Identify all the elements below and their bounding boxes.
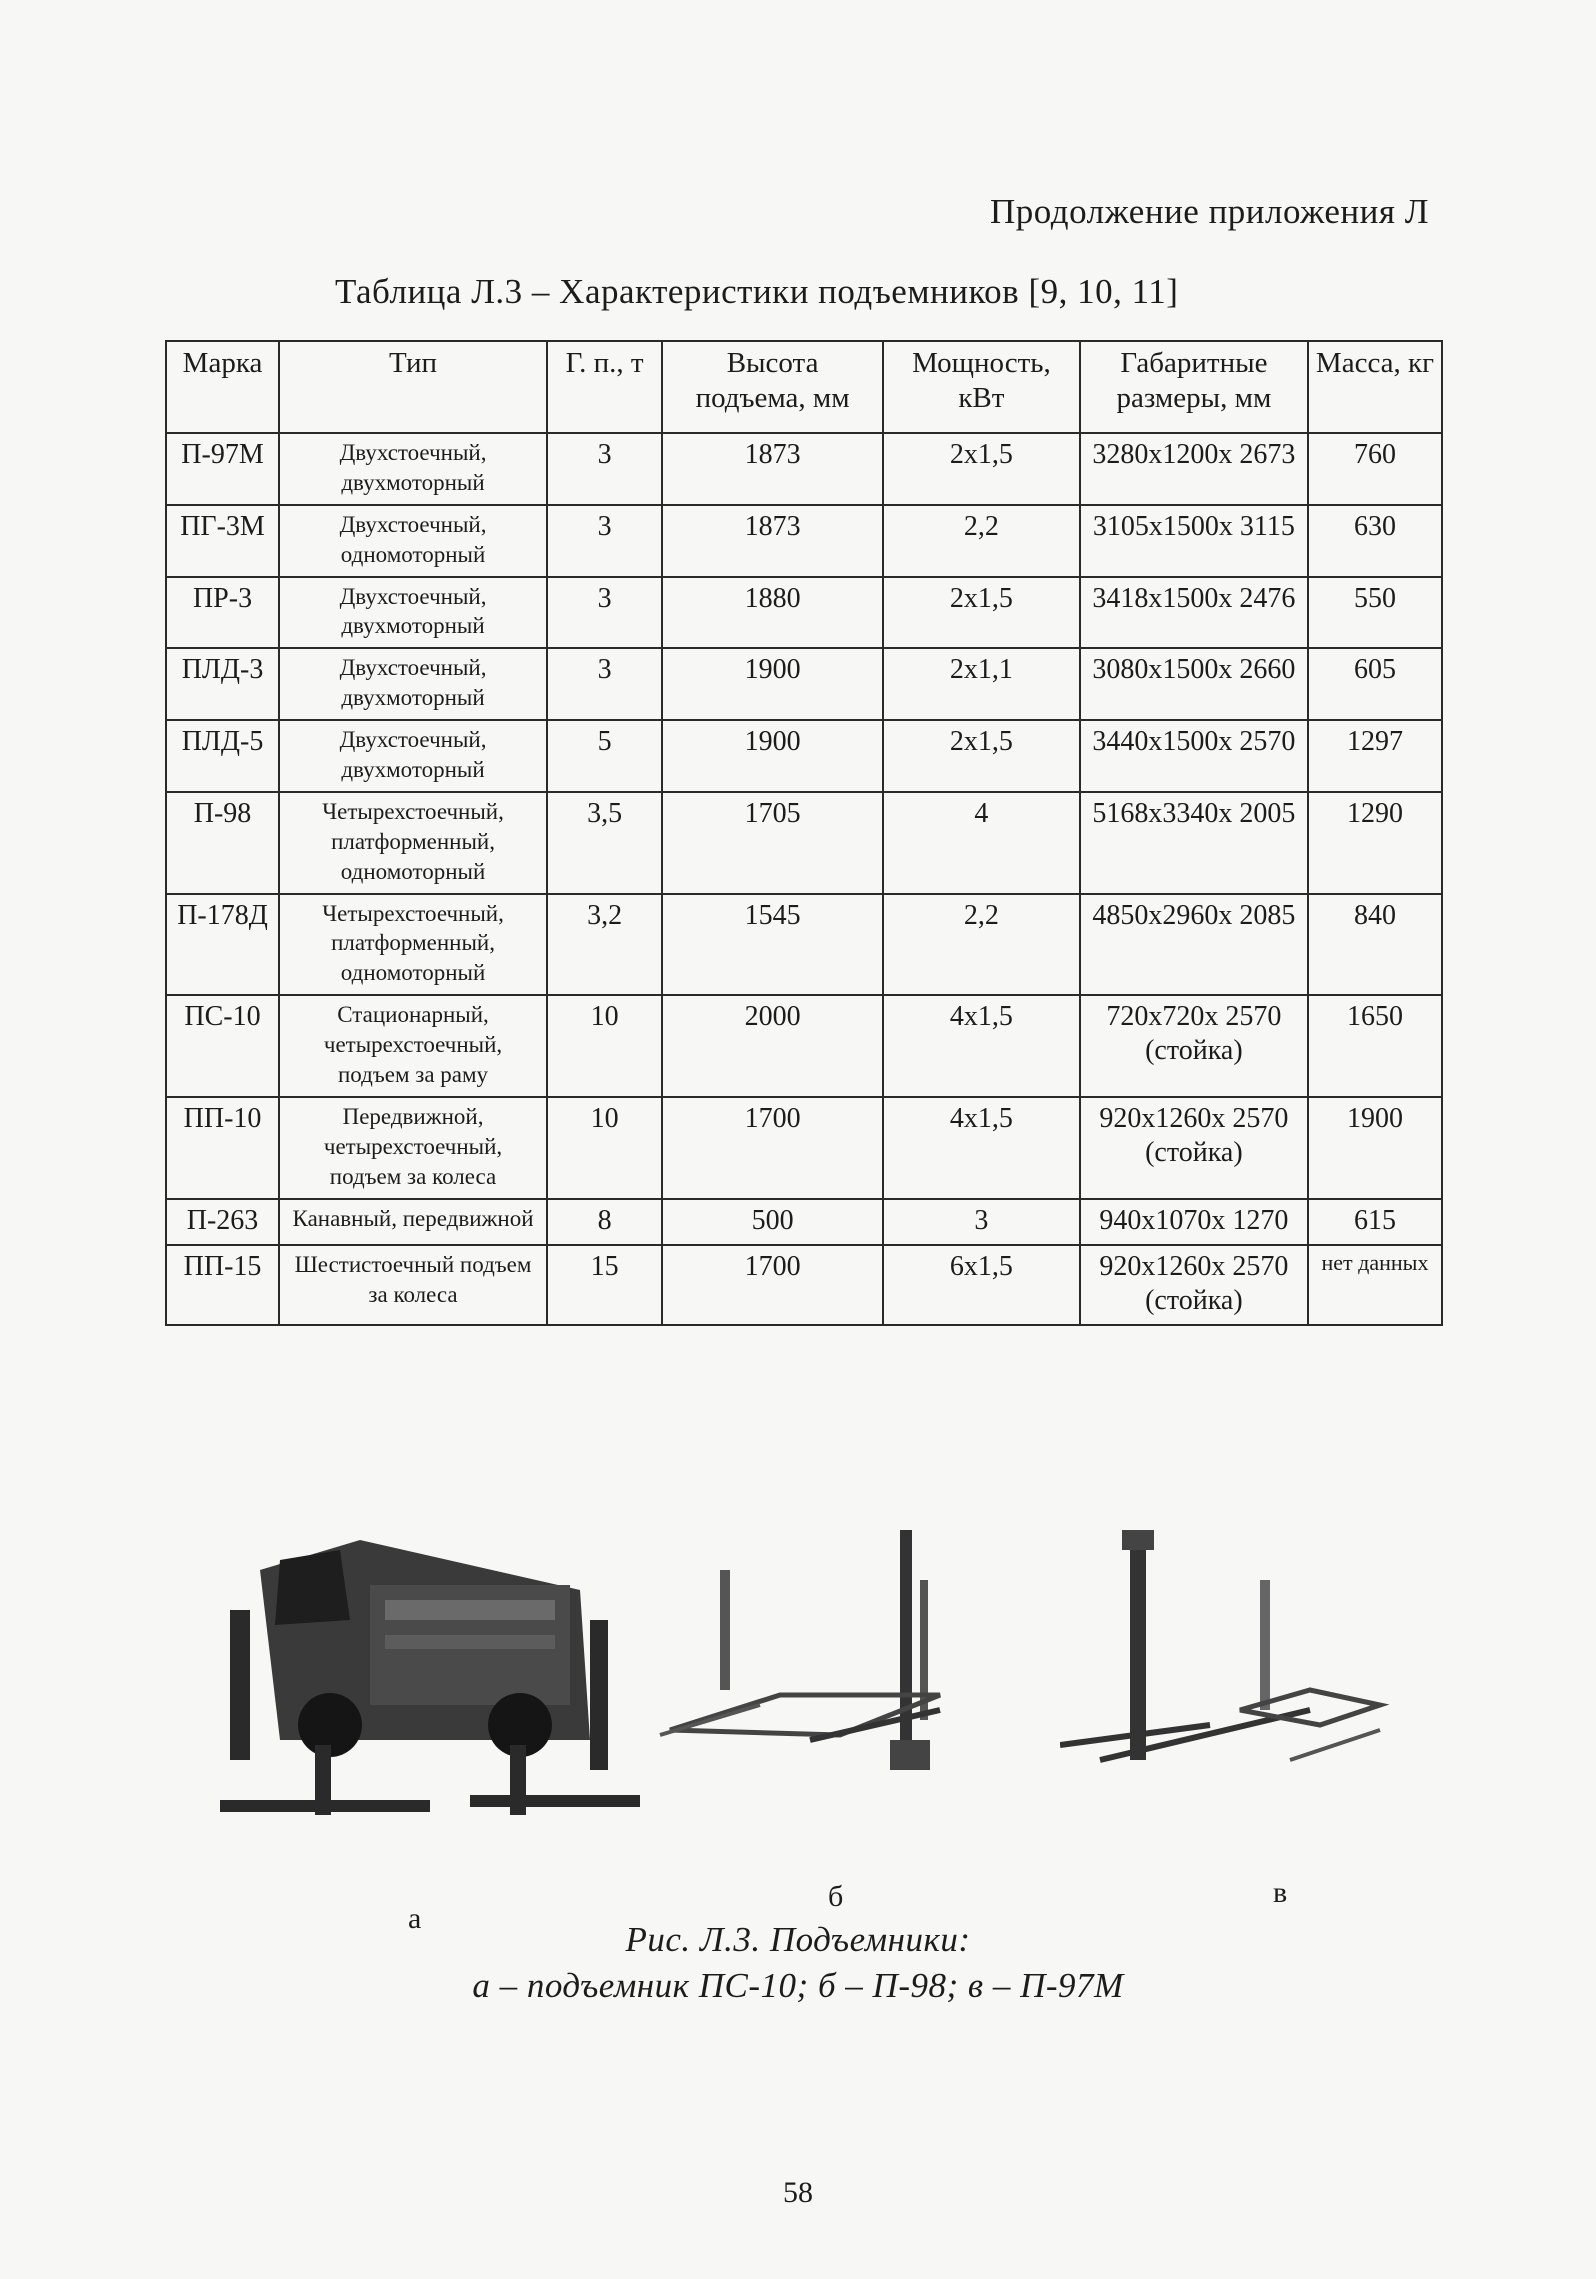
table-row — [166, 792, 1442, 894]
table-cell: 10 — [547, 1097, 662, 1199]
table-row — [166, 995, 1442, 1097]
table-cell: 940x1070x 1270 — [1080, 1199, 1308, 1245]
column-header: Габаритные размеры, мм — [1080, 341, 1308, 433]
table-cell: 5168x3340x 2005 — [1080, 792, 1308, 894]
table-row — [166, 433, 1442, 505]
platform-lift-illustration — [640, 1530, 1020, 1830]
figure-label-a: а — [408, 1902, 422, 1935]
table-cell: 1873 — [662, 505, 883, 577]
table-cell: Двухстоечный, одномоторный — [279, 505, 547, 577]
table-cell: 1290 — [1308, 792, 1442, 894]
figure-caption-legend: а – подъемник ПС-10; б – П-98; в – П-97М — [472, 1966, 1124, 2005]
table-row — [166, 894, 1442, 996]
table-cell: 4 — [883, 792, 1080, 894]
table-cell: ПП-10 — [166, 1097, 279, 1199]
table-cell: 2x1,5 — [883, 577, 1080, 649]
table-row — [166, 1097, 1442, 1199]
table-cell: ПП-15 — [166, 1245, 279, 1325]
table-cell: 4x1,5 — [883, 995, 1080, 1097]
table-cell: Двухстоечный, двухмоторный — [279, 720, 547, 792]
table-cell: 1900 — [662, 720, 883, 792]
table-cell: 3,2 — [547, 894, 662, 996]
table-cell: Четырехстоечный, платформенный, одномоторный — [279, 894, 547, 996]
table-cell: 1880 — [662, 577, 883, 649]
table-cell: 550 — [1308, 577, 1442, 649]
table-cell: 1900 — [662, 648, 883, 720]
table-cell: 15 — [547, 1245, 662, 1325]
table-cell: 2,2 — [883, 505, 1080, 577]
table-cell: 3105x1500x 3115 — [1080, 505, 1308, 577]
table-row — [166, 648, 1442, 720]
table-cell: 1297 — [1308, 720, 1442, 792]
table-row — [166, 577, 1442, 649]
table-cell: 2x1,1 — [883, 648, 1080, 720]
table-cell: 6x1,5 — [883, 1245, 1080, 1325]
table-cell: ПС-10 — [166, 995, 279, 1097]
table-cell: ПЛД-3 — [166, 648, 279, 720]
table-cell: 2,2 — [883, 894, 1080, 996]
page-number: 58 — [783, 2176, 813, 2209]
table-cell: 630 — [1308, 505, 1442, 577]
table-cell: П-178Д — [166, 894, 279, 996]
lift-figures — [200, 1510, 1480, 1935]
column-header: Высота подъема, мм — [662, 341, 883, 433]
table-header-row — [166, 341, 1442, 433]
figure-b-image — [640, 1530, 1020, 1830]
table-cell: 920x1260x 2570 (стойка) — [1080, 1245, 1308, 1325]
table-cell: П-98 — [166, 792, 279, 894]
column-header: Г. п., т — [547, 341, 662, 433]
figure-caption-title: Рис. Л.3. Подъемники: — [625, 1920, 971, 1959]
table-row — [166, 505, 1442, 577]
figure-label-b: б — [828, 1880, 844, 1913]
table-cell: 3418x1500x 2476 — [1080, 577, 1308, 649]
table-cell: П-263 — [166, 1199, 279, 1245]
table-cell: 3 — [547, 505, 662, 577]
continuation-heading: Продолжение приложения Л — [990, 192, 1429, 231]
column-header: Масса, кг — [1308, 341, 1442, 433]
two-post-lift-illustration — [1060, 1530, 1460, 1830]
figure-a-image — [220, 1510, 640, 1840]
table-cell: Четырехстоечный, платформенный, одномоторный — [279, 792, 547, 894]
table-cell: 3440x1500x 2570 — [1080, 720, 1308, 792]
table-cell: 3080x1500x 2660 — [1080, 648, 1308, 720]
table-body — [166, 433, 1442, 1325]
table-cell: 500 — [662, 1199, 883, 1245]
table-cell: 1545 — [662, 894, 883, 996]
table-cell: 1650 — [1308, 995, 1442, 1097]
truck-lift-illustration — [220, 1510, 640, 1840]
figure-label-c: в — [1273, 1876, 1288, 1909]
lift-specs-table — [165, 340, 1443, 1326]
table-cell: нет данных — [1308, 1245, 1442, 1325]
table-cell: 2000 — [662, 995, 883, 1097]
table-row — [166, 1245, 1442, 1325]
table-cell: 1700 — [662, 1097, 883, 1199]
table-cell: 3 — [547, 577, 662, 649]
table-cell: 3 — [883, 1199, 1080, 1245]
table-cell: 4850x2960x 2085 — [1080, 894, 1308, 996]
table-cell: 760 — [1308, 433, 1442, 505]
table-cell: 5 — [547, 720, 662, 792]
table-cell: 1700 — [662, 1245, 883, 1325]
table-cell: 1873 — [662, 433, 883, 505]
table-title: Таблица Л.3 – Характеристики подъемников [9, 10, 11] — [335, 272, 1179, 311]
table-cell: Стационарный, четырехстоечный, подъем за раму — [279, 995, 547, 1097]
table-cell: 10 — [547, 995, 662, 1097]
table-cell: 1705 — [662, 792, 883, 894]
table-cell: ПГ-3М — [166, 505, 279, 577]
table-cell: ПР-3 — [166, 577, 279, 649]
table-cell: 3 — [547, 433, 662, 505]
column-header: Тип — [279, 341, 547, 433]
table-cell: 605 — [1308, 648, 1442, 720]
table-cell: 615 — [1308, 1199, 1442, 1245]
table-cell: Двухстоечный, двухмоторный — [279, 577, 547, 649]
table-cell: 920x1260x 2570 (стойка) — [1080, 1097, 1308, 1199]
table-cell: 3 — [547, 648, 662, 720]
table-cell: 2x1,5 — [883, 720, 1080, 792]
table-cell: Двухстоечный, двухмоторный — [279, 648, 547, 720]
table-cell: 2x1,5 — [883, 433, 1080, 505]
table-cell: Двухстоечный, двухмоторный — [279, 433, 547, 505]
column-header: Мощность, кВт — [883, 341, 1080, 433]
table-cell: Передвижной, четырехстоечный, подъем за колеса — [279, 1097, 547, 1199]
table-cell: 8 — [547, 1199, 662, 1245]
table-cell: 720x720x 2570 (стойка) — [1080, 995, 1308, 1097]
table-cell: Шестистоечный подъем за колеса — [279, 1245, 547, 1325]
table-cell: 3280x1200x 2673 — [1080, 433, 1308, 505]
table-cell: Канавный, передвижной — [279, 1199, 547, 1245]
table-row — [166, 720, 1442, 792]
table-cell: 840 — [1308, 894, 1442, 996]
table-row — [166, 1199, 1442, 1245]
table-cell: 1900 — [1308, 1097, 1442, 1199]
table-cell: 3,5 — [547, 792, 662, 894]
table-cell: П-97М — [166, 433, 279, 505]
table-cell: 4x1,5 — [883, 1097, 1080, 1199]
table-cell: ПЛД-5 — [166, 720, 279, 792]
column-header: Марка — [166, 341, 279, 433]
figure-c-image — [1060, 1530, 1460, 1830]
